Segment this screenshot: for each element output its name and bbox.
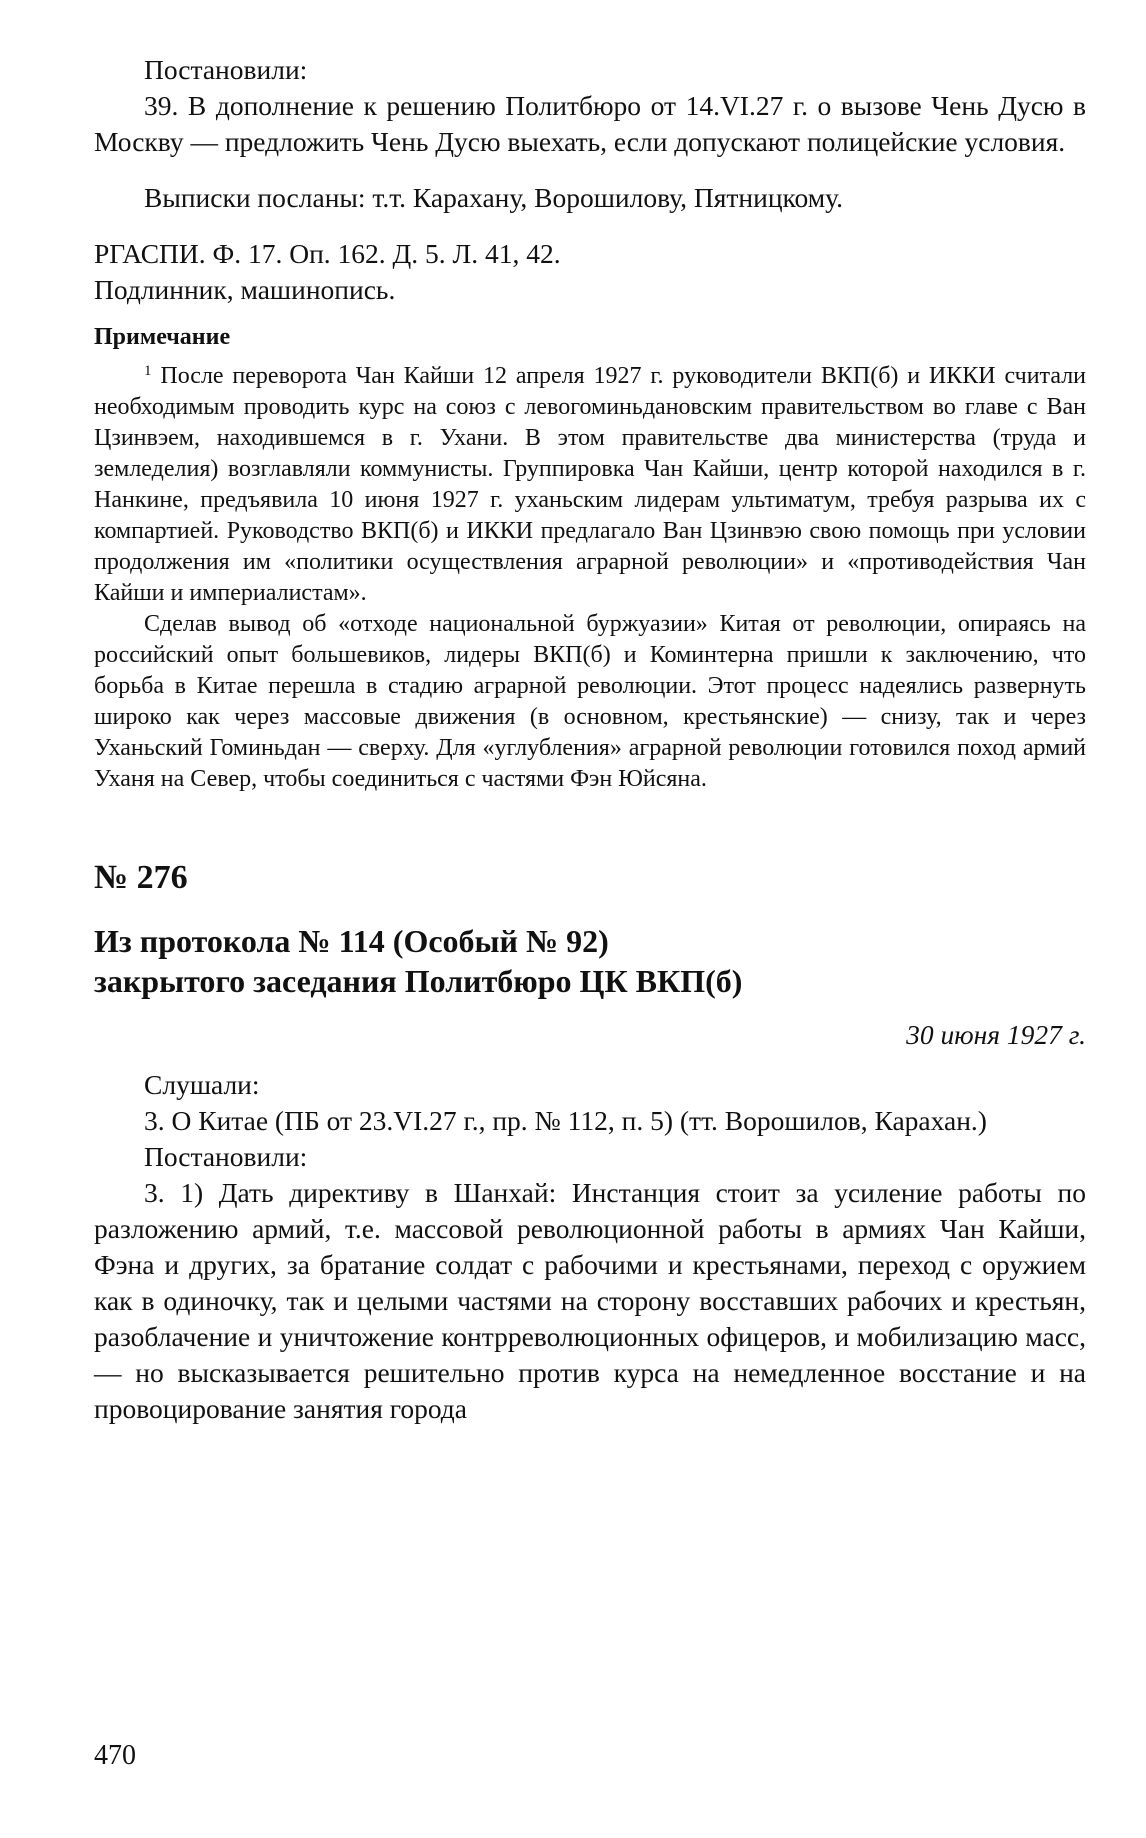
document-title-line-2: закрытого заседания Политбюро ЦК ВКП(б) xyxy=(94,963,743,999)
resolution-item-39: 39. В дополнение к решению Политбюро от 14.VI.27 г. о вызове Чень Дусю в Москву — предложить Чень Дусю выехать, если допускают полицейские условия. xyxy=(94,90,1086,157)
decided-label: Постановили: xyxy=(144,1141,308,1172)
document-title-line-1: Из протокола № 114 (Особый № 92) xyxy=(94,923,609,959)
note-paragraph-2: Сделав вывод об «отходе национальной буржуазии» Китая от революции, опираясь на российский опыт большевиков, лидеры ВКП(б) и Коминтерна пришли к заключению, что борьба в Китае перешла в стадию аграрной революции. Этот процесс надеялись развернуть широко как через массовые движения (в основном, крестьянские) — снизу, так и через Уханьский Гоминьдан — сверху. Для «углубления» аграрной революции готовился поход армий Уханя на Север, чтобы соединиться с частями Фэн Юйсяна. xyxy=(94,611,1086,792)
document-number: № 276 xyxy=(94,859,188,896)
heard-item: 3. О Китае (ПБ от 23.VI.27 г., пр. № 112, п. 5) (тт. Ворошилов, Карахан.) xyxy=(144,1105,987,1136)
archive-document-type: Подлинник, машинопись. xyxy=(94,274,396,305)
extracts-sent: Выписки посланы: т.т. Карахану, Ворошилову, Пятницкому. xyxy=(144,182,844,213)
document-title xyxy=(94,921,1086,1001)
note-paragraph-1-text: После переворота Чан Кайши 12 апреля 1927 г. руководители ВКП(б) и ИККИ считали необходимым проводить курс на союз с левогоминьдановским правительством во главе с Ван Цзинвэем, находившемся в г. Ухани. В этом правительстве два министерства (труда и земледелия) возглавляли коммунисты. Группировка Чан Кайши, центр которой находился в г. Нанкине, предъявила 10 июня 1927 г. уханьским лидерам ультиматум, требуя разрыва их с компартией. Руководство ВКП(б) и ИККИ предлагало Ван Цзинвэю свою помощь при условии продолжения им «политики осуществления аграрной революции» и «противодействия Чан Кайши и империалистам». xyxy=(94,363,1087,606)
decided-item: 3. 1) Дать директиву в Шанхай: Инстанция стоит за усиление работы по разложению армий, т.е. массовой революционной работы в армиях Чан Кайши, Фэна и других, за братание солдат с рабочими и крестьянами, переход с оружием как в одиночку, так и целыми частями на сторону восставших рабочих и крестьян, разоблачение и уничтожение контрреволюционных офицеров, и мобилизацию масс, — но высказывается решительно против курса на немедленное восстание и на провоцирование занятия города xyxy=(94,1177,1086,1424)
note-paragraph-1 xyxy=(94,361,1086,609)
footnote-marker: 1 xyxy=(144,363,152,379)
decided-label-top: Постановили: xyxy=(144,54,308,85)
archive-reference: РГАСПИ. Ф. 17. Оп. 162. Д. 5. Л. 41, 42. xyxy=(94,238,561,269)
document-date: 30 июня 1927 г. xyxy=(906,1019,1086,1050)
page-number: 470 xyxy=(94,1740,136,1771)
heard-label: Слушали: xyxy=(144,1069,260,1100)
note-heading: Примечание xyxy=(94,324,231,350)
